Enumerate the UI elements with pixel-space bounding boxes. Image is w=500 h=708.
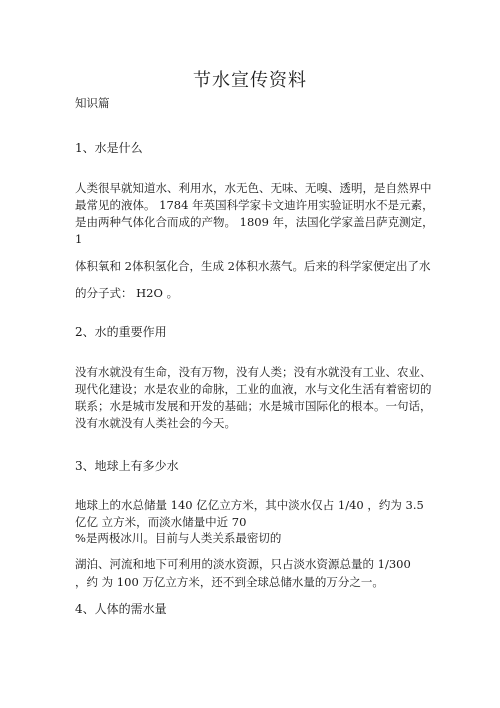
- document-subtitle: 知识篇: [75, 96, 110, 110]
- paragraph-line: 最常见的液体。 1784 年英国科学家卡文迪许用实验证明水不是元素，: [75, 198, 434, 212]
- paragraph-line: 湖泊、河流和地下可利用的淡水资源，只占淡水资源总量的 1/300: [75, 557, 411, 571]
- section-2-heading: 2、水的重要作用: [75, 325, 167, 339]
- paragraph-line: 是由两种气体化合而成的产物。 1809 年，法国化学家盖吕萨克测定，: [75, 215, 434, 229]
- paragraph-line: %是两极冰川。目前与人类关系最密切的: [75, 531, 282, 545]
- paragraph-line: 没有水就没有生命，没有万物，没有人类；没有水就没有工业、农业、: [75, 365, 432, 379]
- paragraph-line: 的分子式： H2O 。: [75, 286, 179, 300]
- paragraph-line: ，约 为 100 万亿立方米，还不到全球总储水量的万分之一。: [75, 575, 384, 589]
- section-1-heading: 1、水是什么: [75, 141, 143, 155]
- paragraph-line: 地球上的水总储量 140 亿亿立方米，其中淡水仅占 1/40 ，约为 3.5: [75, 498, 424, 512]
- paragraph-line: 亿亿 立方米，而淡水储量中近 70: [75, 515, 247, 529]
- document-title: 节水宣传资料: [193, 70, 307, 91]
- paragraph-line: 现代化建设；水是农业的命脉，工业的血液，水与文化生活有着密切的: [75, 382, 432, 396]
- paragraph-line: 人类很早就知道水、利用水，水无色、无味、无嗅、透明，是自然界中: [75, 181, 432, 195]
- paragraph-line: 没有水就没有人类社会的今天。: [75, 416, 236, 430]
- paragraph-line: 体积氧和 2体积氢化合，生成 2体积水蒸气。后来的科学家便定出了水: [75, 259, 431, 273]
- section-4-heading: 4、人体的需水量: [75, 602, 167, 616]
- section-3-heading: 3、地球上有多少水: [75, 459, 179, 473]
- paragraph-line: 联系；水是城市发展和开发的基础；水是城市国际化的根本。一句话，: [75, 399, 432, 413]
- paragraph-line: 1: [75, 232, 83, 246]
